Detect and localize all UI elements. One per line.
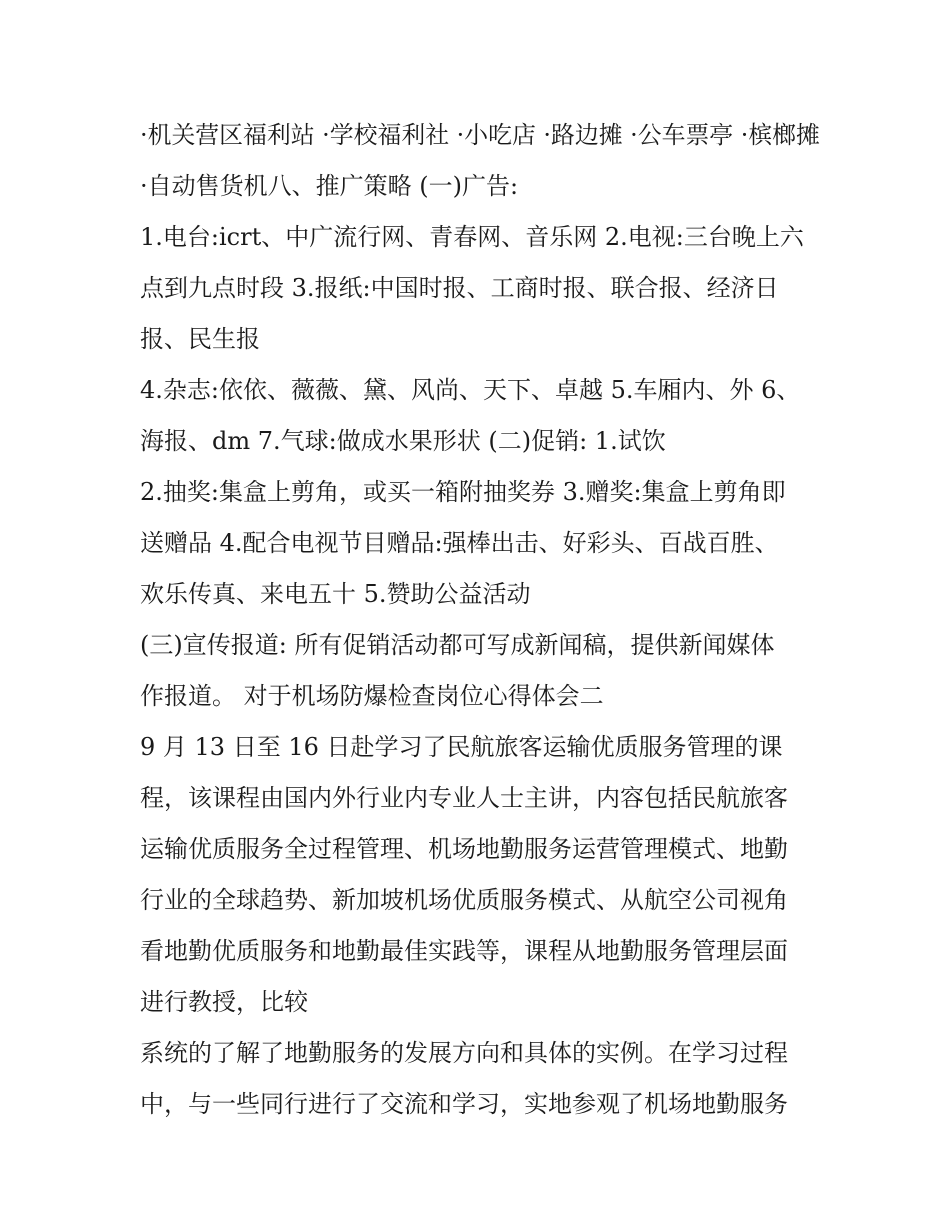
text-line: 运输优质服务全过程管理、机场地勤服务运营管理模式、地勤 [140,835,788,863]
text-line: 报、民生报 [140,325,260,353]
text-line: ·机关营区福利站 ·学校福利社 ·小吃店 ·路边摊 ·公车票亭 ·槟榔摊 [140,121,820,149]
text-line: ·自动售货机八、推广策略 (一)广告: [140,172,519,200]
text-line: 作报道。 对于机场防爆检查岗位心得体会二 [140,682,604,710]
text-line: 4.杂志:依依、薇薇、黛、风尚、天下、卓越 5.车厢内、外 6、 [140,376,801,404]
text-line: 欢乐传真、来电五十 5.赞助公益活动 [140,580,531,608]
text-line: 程，该课程由国内外行业内专业人士主讲，内容包括民航旅客 [140,784,788,812]
text-line: 进行教授，比较 [140,988,308,1016]
text-line: 送赠品 4.配合电视节目赠品:强棒出击、好彩头、百战百胜、 [140,529,779,557]
text-line: 2.抽奖:集盒上剪角，或买一箱附抽奖券 3.赠奖:集盒上剪角即 [140,478,786,506]
text-line: 中，与一些同行进行了交流和学习，实地参观了机场地勤服务 [140,1090,788,1118]
text-line: 点到九点时段 3.报纸:中国时报、工商时报、联合报、经济日 [140,274,779,302]
text-line: 海报、dm 7.气球:做成水果形状 (二)促销: 1.试饮 [140,427,666,455]
text-line: 行业的全球趋势、新加坡机场优质服务模式、从航空公司视角 [140,886,788,914]
text-line: 9 月 13 日至 16 日赴学习了民航旅客运输优质服务管理的课 [140,733,783,761]
document-body [140,110,820,1130]
text-line: 系统的了解了地勤服务的发展方向和具体的实例。在学习过程 [140,1039,788,1067]
text-line: 看地勤优质服务和地勤最佳实践等，课程从地勤服务管理层面 [140,937,788,965]
text-line: 1.电台:icrt、中广流行网、青春网、音乐网 2.电视:三台晚上六 [140,223,804,251]
text-line: (三)宣传报道: 所有促销活动都可写成新闻稿，提供新闻媒体 [140,631,775,659]
